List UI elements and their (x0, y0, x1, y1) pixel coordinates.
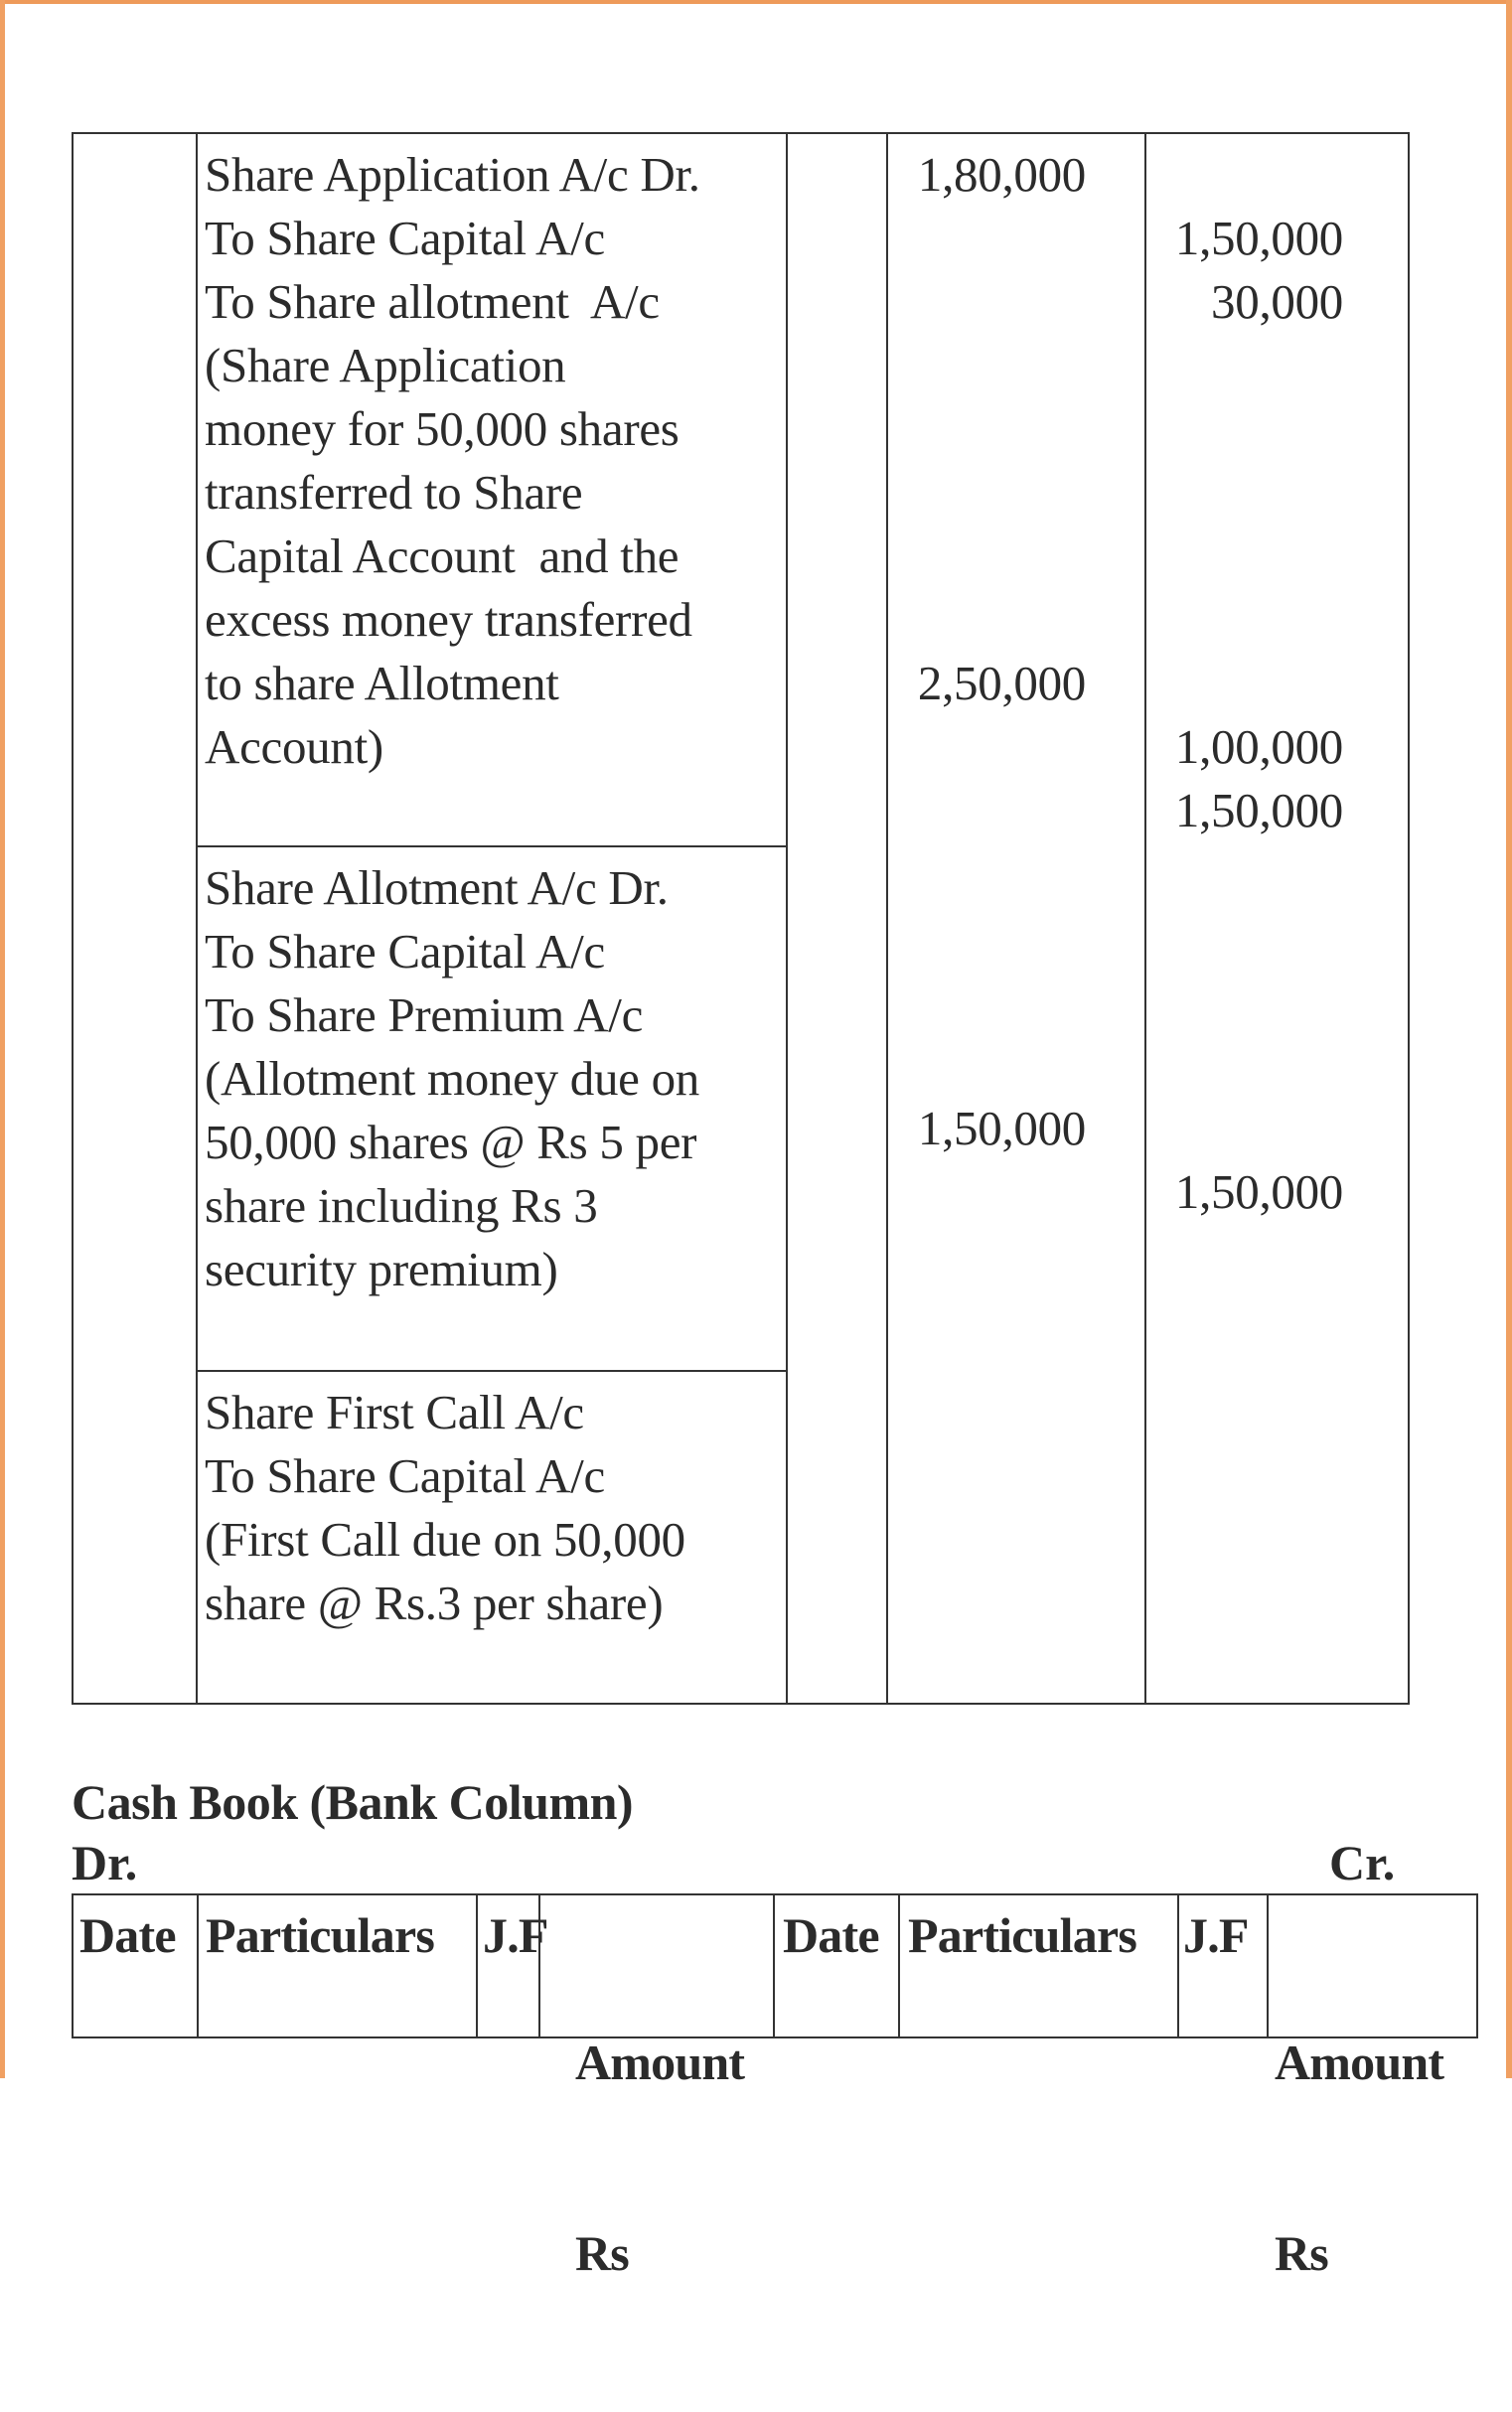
particulars-line: To Share Capital A/c (205, 211, 605, 265)
journal-col-rule-1 (196, 132, 198, 1705)
particulars-line: (First Call due on 50,000 (205, 1512, 685, 1567)
cash-book-col-rule-4 (773, 1893, 775, 2038)
entry-2-credit-amount-1: 1,00,000 (1174, 719, 1343, 774)
journal-entry-3-particulars (205, 1381, 685, 1635)
journal-col-rule-3 (886, 132, 888, 1705)
particulars-line: share @ Rs.3 per share) (205, 1576, 664, 1630)
cr-jf-header: J.F (1183, 1907, 1249, 1963)
entry-1-credit-amount-1: 1,50,000 (1174, 211, 1343, 265)
cash-book-col-rule-7 (1267, 1893, 1269, 2038)
entry-2-debit-amount: 2,50,000 (917, 656, 1086, 710)
particulars-line: Account) (205, 719, 383, 774)
entry-2-credit-amount-2: 1,50,000 (1174, 783, 1343, 837)
journal-entry-1-particulars (205, 143, 700, 779)
dr-amount-header-line1: Amount (575, 2035, 745, 2090)
cash-book-title: Cash Book (Bank Column) (72, 1774, 634, 1830)
journal-col-rule-5 (1408, 132, 1410, 1705)
particulars-line: Share Application A/c Dr. (205, 147, 700, 202)
particulars-line: (Share Application (205, 338, 566, 392)
journal-table-bottom-rule (72, 1703, 1410, 1705)
particulars-line: security premium) (205, 1242, 558, 1296)
cr-particulars-header: Particulars (908, 1907, 1137, 1963)
dr-date-header: Date (79, 1907, 176, 1963)
cr-amount-header (1275, 1903, 1443, 2412)
cash-book-col-rule-8 (1476, 1893, 1478, 2038)
particulars-line: To Share allotment A/c (205, 274, 660, 329)
particulars-line: To Share Capital A/c (205, 924, 605, 979)
particulars-line: share including Rs 3 (205, 1178, 598, 1233)
cr-amount-header-line2: Rs (1275, 2225, 1328, 2281)
particulars-line: To Share Capital A/c (205, 1448, 605, 1503)
dr-amount-header (575, 1903, 744, 2412)
cash-book-col-rule-5 (898, 1893, 900, 2038)
cash-book-col-rule-0 (72, 1893, 74, 2038)
cr-date-header: Date (783, 1907, 879, 1963)
entry-divider-1 (196, 845, 788, 847)
cash-book-col-rule-6 (1177, 1893, 1179, 2038)
particulars-line: Share First Call A/c (205, 1385, 584, 1439)
particulars-line: 50,000 shares @ Rs 5 per (205, 1115, 697, 1169)
journal-col-rule-4 (1144, 132, 1146, 1705)
particulars-line: Share Allotment A/c Dr. (205, 860, 669, 915)
page-frame-left (0, 0, 5, 2078)
dr-particulars-header: Particulars (206, 1907, 435, 1963)
particulars-line: to share Allotment (205, 656, 559, 710)
particulars-line: transferred to Share (205, 465, 583, 520)
page-frame-top (0, 0, 1512, 4)
entry-divider-2 (196, 1370, 788, 1372)
entry-3-debit-amount: 1,50,000 (917, 1101, 1086, 1155)
entry-1-debit-amount: 1,80,000 (917, 147, 1086, 202)
journal-table-top-rule (72, 132, 1410, 134)
particulars-line: money for 50,000 shares (205, 401, 680, 456)
particulars-line: (Allotment money due on (205, 1051, 699, 1106)
journal-entry-2-particulars (205, 856, 699, 1301)
entry-1-credit-amount-2: 30,000 (1211, 274, 1343, 329)
journal-col-rule-0 (72, 132, 74, 1705)
entry-3-credit-amount-1: 1,50,000 (1174, 1164, 1343, 1219)
dr-amount-header-line2: Rs (575, 2225, 629, 2281)
page-frame-right (1506, 0, 1512, 2078)
cash-book-cr-label: Cr. (1329, 1835, 1396, 1890)
cash-book-col-rule-2 (476, 1893, 478, 2038)
cr-amount-header-line1: Amount (1275, 2035, 1444, 2090)
particulars-line: Capital Account and the (205, 528, 680, 583)
dr-jf-header: J.F (483, 1907, 548, 1963)
particulars-line: To Share Premium A/c (205, 987, 644, 1042)
particulars-line: excess money transferred (205, 592, 692, 647)
cash-book-dr-label: Dr. (72, 1835, 138, 1890)
journal-col-rule-2 (786, 132, 788, 1705)
cash-book-col-rule-1 (197, 1893, 199, 2038)
